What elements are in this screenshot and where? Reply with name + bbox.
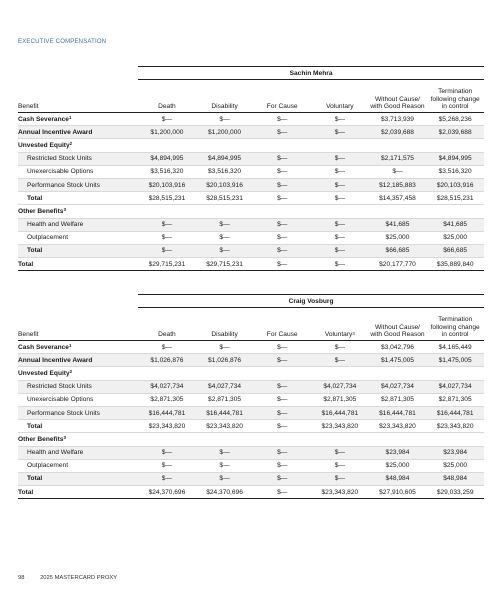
- value-cell: $—: [138, 459, 196, 472]
- col-header-death: Death: [138, 308, 196, 341]
- value-cell: $29,715,231: [138, 258, 196, 271]
- value-cell: $—: [196, 472, 254, 485]
- table-row: [18, 178, 484, 191]
- value-cell: $3,516,320: [196, 165, 254, 178]
- table-row: [18, 231, 484, 244]
- col-header-disability: Disability: [196, 80, 254, 113]
- value-cell: $28,515,231: [426, 192, 484, 205]
- value-cell: $4,027,734: [138, 380, 196, 393]
- value-cell: $2,039,688: [369, 126, 427, 139]
- value-cell: [196, 433, 254, 446]
- value-cell: [311, 367, 369, 380]
- value-cell: [369, 205, 427, 218]
- value-cell: $2,871,305: [138, 393, 196, 406]
- value-cell: $—: [311, 165, 369, 178]
- value-cell: $41,685: [426, 218, 484, 231]
- table-row: [18, 126, 484, 139]
- value-cell: $48,984: [369, 472, 427, 485]
- value-cell: $23,984: [426, 446, 484, 459]
- value-cell: $4,165,449: [426, 341, 484, 354]
- value-cell: $—: [311, 126, 369, 139]
- value-cell: $28,515,231: [138, 192, 196, 205]
- value-cell: [426, 367, 484, 380]
- row-label: Outplacement: [18, 459, 138, 472]
- table-row: [18, 406, 484, 419]
- value-cell: $—: [253, 354, 311, 367]
- value-cell: $24,370,696: [138, 486, 196, 499]
- col-header-death: Death: [138, 80, 196, 113]
- value-cell: $2,871,305: [369, 393, 427, 406]
- value-cell: $23,343,820: [369, 420, 427, 433]
- value-cell: $—: [138, 341, 196, 354]
- value-cell: $—: [138, 472, 196, 485]
- value-cell: $—: [138, 218, 196, 231]
- value-cell: $—: [311, 152, 369, 165]
- value-cell: [196, 367, 254, 380]
- value-cell: [426, 139, 484, 152]
- row-label: Unexercisable Options: [18, 165, 138, 178]
- value-cell: [253, 205, 311, 218]
- value-cell: $—: [311, 113, 369, 126]
- value-cell: $—: [311, 178, 369, 191]
- table-row: [18, 139, 484, 152]
- value-cell: $—: [253, 113, 311, 126]
- value-cell: [311, 139, 369, 152]
- value-cell: $4,027,734: [196, 380, 254, 393]
- value-cell: [138, 139, 196, 152]
- table-row: [18, 459, 484, 472]
- value-cell: $—: [196, 113, 254, 126]
- value-cell: [426, 205, 484, 218]
- table-row: [18, 113, 484, 126]
- col-header-voluntary: Voluntary$^4$: [311, 308, 369, 341]
- value-cell: $—: [253, 420, 311, 433]
- value-cell: $16,444,781: [138, 406, 196, 419]
- value-cell: $29,715,231: [196, 258, 254, 271]
- value-cell: $—: [253, 486, 311, 499]
- value-cell: $20,103,916: [138, 178, 196, 191]
- col-header-benefit: Benefit: [18, 80, 138, 113]
- value-cell: $16,444,781: [426, 406, 484, 419]
- value-cell: $—: [253, 459, 311, 472]
- value-cell: [138, 205, 196, 218]
- table-row: [18, 420, 484, 433]
- value-cell: $—: [253, 178, 311, 191]
- severance-table-2: [18, 294, 484, 499]
- value-cell: $16,444,781: [311, 406, 369, 419]
- severance-table-1: [18, 66, 484, 271]
- value-cell: $1,026,876: [138, 354, 196, 367]
- value-cell: $4,894,995: [426, 152, 484, 165]
- value-cell: $16,444,781: [369, 406, 427, 419]
- row-label: Total: [18, 258, 138, 271]
- value-cell: $—: [253, 393, 311, 406]
- col-header-without-cause: Without Cause/ with Good Reason: [369, 308, 427, 341]
- section-label: EXECUTIVE COMPENSATION: [18, 39, 107, 45]
- col-header-for-cause: For Cause: [253, 80, 311, 113]
- value-cell: $—: [311, 244, 369, 257]
- value-cell: $20,103,916: [196, 178, 254, 191]
- value-cell: $—: [196, 459, 254, 472]
- value-cell: [138, 367, 196, 380]
- row-label: Total: [18, 192, 138, 205]
- value-cell: [369, 433, 427, 446]
- value-cell: $—: [311, 459, 369, 472]
- table-row: [18, 205, 484, 218]
- value-cell: $3,713,939: [369, 113, 427, 126]
- value-cell: $20,103,916: [426, 178, 484, 191]
- value-cell: $—: [253, 472, 311, 485]
- value-cell: $—: [253, 446, 311, 459]
- value-cell: $—: [138, 446, 196, 459]
- value-cell: [311, 433, 369, 446]
- value-cell: $—: [138, 244, 196, 257]
- row-label: Performance Stock Units: [18, 406, 138, 419]
- value-cell: $3,516,320: [426, 165, 484, 178]
- table-row: [18, 433, 484, 446]
- value-cell: [311, 205, 369, 218]
- value-cell: $—: [196, 341, 254, 354]
- value-cell: $—: [253, 152, 311, 165]
- row-label: Unvested Equity$^2$: [18, 139, 138, 152]
- row-label: Total: [18, 472, 138, 485]
- value-cell: [196, 205, 254, 218]
- table-row: [18, 393, 484, 406]
- value-cell: $—: [253, 258, 311, 271]
- value-cell: $—: [311, 446, 369, 459]
- row-label: Unexercisable Options: [18, 393, 138, 406]
- value-cell: $4,027,734: [369, 380, 427, 393]
- col-header-disability: Disability: [196, 308, 254, 341]
- value-cell: $—: [138, 231, 196, 244]
- person-name: Craig Vosburg: [138, 295, 484, 308]
- value-cell: $23,343,820: [311, 486, 369, 499]
- row-label: Annual Incentive Award: [18, 126, 138, 139]
- table-row: [18, 152, 484, 165]
- table-row: [18, 218, 484, 231]
- column-header-row: [18, 308, 484, 341]
- value-cell: $1,475,005: [426, 354, 484, 367]
- value-cell: $27,910,605: [369, 486, 427, 499]
- value-cell: $—: [253, 244, 311, 257]
- table-row: [18, 354, 484, 367]
- value-cell: $—: [253, 406, 311, 419]
- row-label: Restricted Stock Units: [18, 152, 138, 165]
- value-cell: $—: [311, 341, 369, 354]
- value-cell: [138, 433, 196, 446]
- value-cell: $—: [311, 218, 369, 231]
- row-label: Performance Stock Units: [18, 178, 138, 191]
- value-cell: [369, 367, 427, 380]
- value-cell: $—: [253, 165, 311, 178]
- row-label: Other Benefits$^3$: [18, 205, 138, 218]
- value-cell: $—: [253, 380, 311, 393]
- row-label: Annual Incentive Award: [18, 354, 138, 367]
- value-cell: $—: [311, 231, 369, 244]
- col-header-without-cause: Without Cause/ with Good Reason: [369, 80, 427, 113]
- table-row: [18, 446, 484, 459]
- value-cell: $4,894,995: [138, 152, 196, 165]
- table-body: [18, 113, 484, 271]
- value-cell: $4,027,734: [426, 380, 484, 393]
- value-cell: $2,871,305: [196, 393, 254, 406]
- row-label: Cash Severance$^1$: [18, 113, 138, 126]
- value-cell: $2,039,688: [426, 126, 484, 139]
- value-cell: $1,200,000: [196, 126, 254, 139]
- value-cell: $—: [253, 218, 311, 231]
- person-header-row: [18, 67, 484, 80]
- value-cell: $25,000: [369, 231, 427, 244]
- value-cell: $—: [311, 472, 369, 485]
- table-body: [18, 341, 484, 499]
- value-cell: $23,343,820: [196, 420, 254, 433]
- value-cell: $—: [196, 231, 254, 244]
- value-cell: [253, 433, 311, 446]
- row-label: Unvested Equity$^2$: [18, 367, 138, 380]
- column-header-row: [18, 80, 484, 113]
- col-header-voluntary: Voluntary: [311, 80, 369, 113]
- value-cell: [253, 139, 311, 152]
- value-cell: $25,000: [426, 459, 484, 472]
- value-cell: $23,343,820: [426, 420, 484, 433]
- value-cell: $—: [369, 165, 427, 178]
- value-cell: $1,026,876: [196, 354, 254, 367]
- value-cell: $—: [196, 244, 254, 257]
- value-cell: $25,000: [369, 459, 427, 472]
- value-cell: $2,871,305: [426, 393, 484, 406]
- value-cell: $12,185,883: [369, 178, 427, 191]
- value-cell: $—: [311, 192, 369, 205]
- col-header-benefit: Benefit: [18, 308, 138, 341]
- table-row: [18, 165, 484, 178]
- value-cell: $—: [253, 192, 311, 205]
- value-cell: $2,871,305: [311, 393, 369, 406]
- value-cell: $35,889,840: [426, 258, 484, 271]
- value-cell: [196, 139, 254, 152]
- value-cell: $23,343,820: [138, 420, 196, 433]
- row-label: Health and Welfare: [18, 218, 138, 231]
- value-cell: $5,268,236: [426, 113, 484, 126]
- row-label: Total: [18, 420, 138, 433]
- value-cell: $41,685: [369, 218, 427, 231]
- row-label: Total: [18, 486, 138, 499]
- page-number: 98: [18, 575, 25, 581]
- value-cell: $20,177,770: [369, 258, 427, 271]
- table-row: [18, 486, 484, 499]
- row-label: Outplacement: [18, 231, 138, 244]
- value-cell: $66,685: [426, 244, 484, 257]
- value-cell: $—: [253, 341, 311, 354]
- value-cell: $1,200,000: [138, 126, 196, 139]
- page-footer: [18, 575, 131, 581]
- table-row: [18, 472, 484, 485]
- row-label: Restricted Stock Units: [18, 380, 138, 393]
- col-header-for-cause: For Cause: [253, 308, 311, 341]
- value-cell: [369, 139, 427, 152]
- value-cell: $23,343,820: [311, 420, 369, 433]
- value-cell: $16,444,781: [196, 406, 254, 419]
- value-cell: $4,027,734: [311, 380, 369, 393]
- value-cell: $—: [196, 218, 254, 231]
- value-cell: $3,042,796: [369, 341, 427, 354]
- row-label: Total: [18, 244, 138, 257]
- value-cell: [253, 367, 311, 380]
- value-cell: $—: [253, 126, 311, 139]
- value-cell: $25,000: [426, 231, 484, 244]
- value-cell: $66,685: [369, 244, 427, 257]
- value-cell: $—: [311, 354, 369, 367]
- value-cell: $4,894,995: [196, 152, 254, 165]
- table-row: [18, 244, 484, 257]
- value-cell: $28,515,231: [196, 192, 254, 205]
- value-cell: $—: [138, 113, 196, 126]
- table-row: [18, 192, 484, 205]
- row-label: Other Benefits$^3$: [18, 433, 138, 446]
- value-cell: $1,475,005: [369, 354, 427, 367]
- value-cell: [426, 433, 484, 446]
- table-row: [18, 367, 484, 380]
- col-header-change-in-control: Termination following change in control: [426, 308, 484, 341]
- col-header-change-in-control: Termination following change in control: [426, 80, 484, 113]
- table-row: [18, 341, 484, 354]
- row-label: Cash Severance$^1$: [18, 341, 138, 354]
- value-cell: $29,033,259: [426, 486, 484, 499]
- row-label: Health and Welfare: [18, 446, 138, 459]
- value-cell: $23,984: [369, 446, 427, 459]
- table-row: [18, 380, 484, 393]
- person-header-row: [18, 295, 484, 308]
- value-cell: $3,516,320: [138, 165, 196, 178]
- value-cell: $—: [311, 258, 369, 271]
- value-cell: $48,984: [426, 472, 484, 485]
- document-title: 2025 MASTERCARD PROXY: [40, 575, 118, 581]
- value-cell: $—: [196, 446, 254, 459]
- table-row: [18, 258, 484, 271]
- value-cell: $2,171,575: [369, 152, 427, 165]
- value-cell: $14,357,458: [369, 192, 427, 205]
- value-cell: $—: [253, 231, 311, 244]
- person-name: Sachin Mehra: [138, 67, 484, 80]
- value-cell: $24,370,696: [196, 486, 254, 499]
